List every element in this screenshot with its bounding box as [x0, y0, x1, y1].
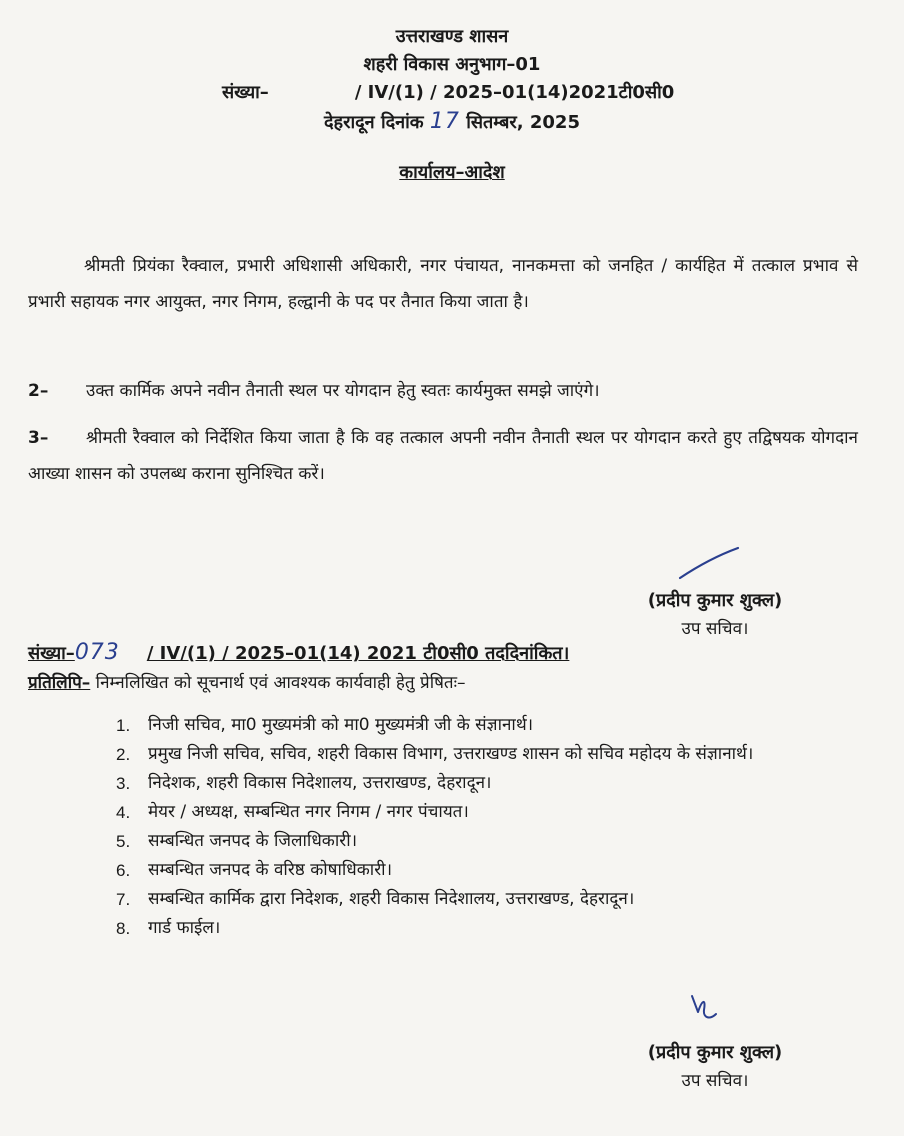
paragraph-number: 2–	[28, 381, 49, 401]
list-item: 4. मेयर / अध्यक्ष, सम्बन्धित नगर निगम / नगर पंचायत।	[116, 802, 469, 822]
list-item: 8. गार्ड फाईल।	[116, 918, 221, 938]
date-prefix: देहरादून दिनांक	[323, 112, 424, 133]
list-item: 3. निदेशक, शहरी विकास निदेशालय, उत्तराखण्ड, देहरादून।	[116, 773, 492, 793]
signatory-name-2: (प्रदीप कुमार शुक्ल)	[647, 1042, 783, 1063]
distribution-list	[116, 711, 846, 943]
date-suffix: सितम्बर, 2025	[466, 112, 580, 133]
paragraph-1: श्रीमती प्रियंका रैक्वाल, प्रभारी अधिशासी अधिकारी, नगर पंचायत, नानकमत्ता को जनहित / कार्यहित में तत्काल प्रभाव से प्रभारी सहायक नगर आयुक्त, नगर निगम, हल्द्वानी के पद पर तैनात किया जाता है।	[28, 256, 858, 312]
copy-ref-prefix: संख्या–	[28, 643, 75, 664]
ref-prefix: संख्या–	[222, 82, 269, 103]
paragraph-number: 3–	[28, 428, 49, 448]
copy-reference	[28, 640, 569, 665]
copy-ref-rest: / IV/(1) / 2025–01(14) 2021 टी0सी0 तददिनांकित।	[146, 643, 570, 664]
section-name: शहरी विकास अनुभाग–01	[363, 54, 541, 75]
handwritten-ref-number: 073	[74, 640, 120, 665]
list-item: 5. सम्बन्धित जनपद के जिलाधिकारी।	[116, 831, 358, 851]
paragraph-2	[28, 373, 858, 409]
signatory-name-1: (प्रदीप कुमार शुक्ल)	[647, 590, 783, 611]
copy-label: प्रतिलिपि–	[28, 673, 91, 693]
ref-number: / IV/(1) / 2025–01(14)2021टी0सी0	[354, 82, 675, 103]
handwritten-day: 17	[429, 109, 460, 134]
document-title: कार्यालय–आदेश	[399, 162, 505, 183]
order-date	[0, 109, 904, 134]
govt-name: उत्तराखण्ड शासन	[395, 26, 509, 47]
signatory-designation-2: उप सचिव।	[681, 1071, 749, 1091]
signatory-designation-1: उप सचिव।	[681, 619, 749, 639]
list-item: 7. सम्बन्धित कार्मिक द्वारा निदेशक, शहरी विकास निदेशालय, उत्तराखण्ड, देहरादून।	[116, 889, 635, 909]
signature-initials-2	[684, 992, 724, 1026]
paragraph-text: उक्त कार्मिक अपने नवीन तैनाती स्थल पर योगदान हेतु स्वतः कार्यमुक्त समझे जाएंगे।	[86, 381, 600, 401]
copy-intro	[28, 670, 466, 693]
list-item: 2. प्रमुख निजी सचिव, सचिव, शहरी विकास विभाग, उत्तराखण्ड शासन को सचिव महोदय के संज्ञानार्थ।	[116, 744, 754, 764]
paragraph-3	[28, 420, 858, 492]
signature-stroke-1	[676, 544, 746, 584]
copy-intro-text: निम्नलिखित को सूचनार्थ एवं आवश्यक कार्यवाही हेतु प्रेषितः–	[95, 673, 466, 693]
list-item: 6. सम्बन्धित जनपद के वरिष्ठ कोषाधिकारी।	[116, 860, 393, 880]
list-item: 1. निजी सचिव, मा0 मुख्यमंत्री को मा0 मुख्यमंत्री जी के संज्ञानार्थ।	[116, 715, 534, 735]
order-reference	[222, 80, 674, 104]
paragraph-text: श्रीमती रैक्वाल को निर्देशित किया जाता है कि वह तत्काल अपनी नवीन तैनाती स्थल पर योगदान करते हुए तद्विषयक योगदान आख्या शासन को उपलब्ध कराना सुनिश्चित करें।	[28, 428, 858, 484]
